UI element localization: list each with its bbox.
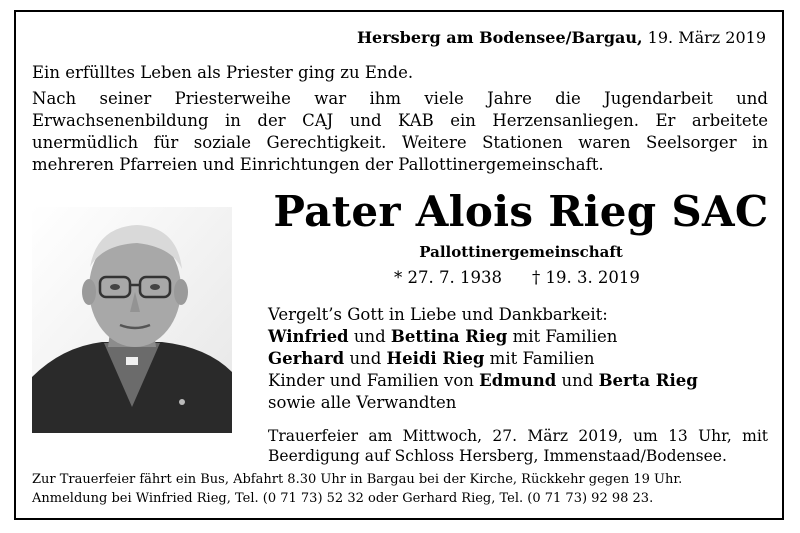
death-date: † 19. 3. 2019	[531, 268, 640, 287]
date: 19. März 2019	[642, 28, 766, 47]
prefix: Kinder und Familien von	[268, 371, 480, 390]
thanks-line: Vergelt’s Gott in Liebe und Dankbarkeit:	[268, 305, 608, 324]
mourner-name: Bettina Rieg	[390, 327, 508, 346]
relatives-line: sowie alle Verwandten	[268, 393, 457, 412]
life-dates	[394, 268, 640, 287]
funeral-details: Trauerfeier am Mittwoch, 27. März 2019, um 13 Uhr, mit Beerdigung auf Schloss Hersberg, Immenstaad/Bodensee.	[268, 427, 768, 465]
mourner-name: Berta Rieg	[598, 371, 698, 390]
connector: und	[348, 327, 391, 346]
mourner-line-3	[268, 370, 778, 392]
bus-line-2: Anmeldung bei Winfried Rieg, Tel. (0 71 73) 52 32 oder Gerhard Rieg, Tel. (0 71 73) 92 98 23.	[32, 491, 654, 506]
deceased-name: Pater Alois Rieg SAC	[273, 187, 769, 236]
mourner-name: Winfried	[268, 327, 349, 346]
mourner-name: Edmund	[479, 371, 557, 390]
portrait-illustration	[32, 207, 232, 433]
connector: und	[344, 349, 387, 368]
family-suffix: mit Familien	[484, 349, 595, 368]
mourners-block	[268, 304, 778, 414]
mourner-line-2	[268, 348, 778, 370]
portrait-photo	[32, 207, 232, 433]
mourner-name: Heidi Rieg	[386, 349, 485, 368]
intro-text	[32, 62, 768, 176]
intro-paragraph-2: Nach seiner Priesterweihe war ihm viele Jahre die Jugendarbeit und Erwachsenenbildung in der CAJ und KAB ein Herzensanliegen. Er arbeitete unermüdlich für soziale Gerechtigkeit. Weitere Stationen waren Seelsorger in mehreren Pfarreien und Einrichtungen der Pallottinergemeinschaft.	[32, 89, 768, 174]
birth-date: * 27. 7. 1938	[394, 268, 502, 287]
bus-info	[32, 470, 772, 508]
bus-line-1: Zur Trauerfeier fährt ein Bus, Abfahrt 8.30 Uhr in Bargau bei der Kirche, Rückkehr gegen 19 Uhr.	[32, 472, 683, 487]
mourner-name: Gerhard	[268, 349, 345, 368]
intro-paragraph-1: Ein erfülltes Leben als Priester ging zu Ende.	[32, 63, 414, 82]
place-date-line	[357, 28, 766, 47]
family-suffix: mit Familien	[507, 327, 618, 346]
connector: und	[556, 371, 599, 390]
place: Hersberg am Bodensee/Bargau,	[356, 28, 643, 47]
mourner-line-1	[268, 326, 778, 348]
religious-order: Pallottinergemeinschaft	[419, 243, 623, 261]
